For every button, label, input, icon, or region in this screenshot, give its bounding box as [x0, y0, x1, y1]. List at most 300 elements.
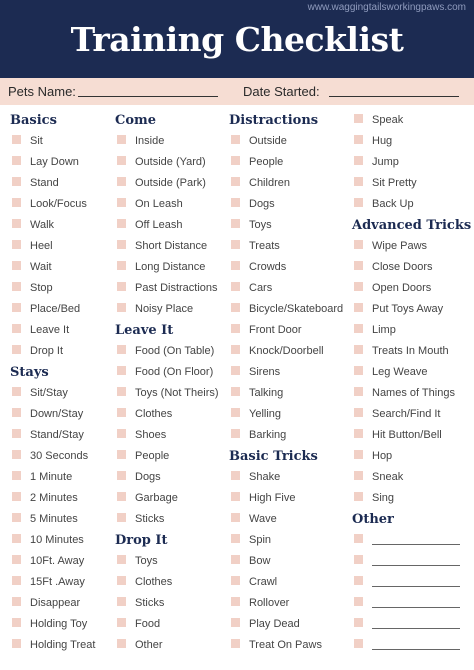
- checkbox-icon[interactable]: [354, 534, 363, 543]
- checkbox-icon[interactable]: [12, 492, 21, 501]
- checkbox-icon[interactable]: [117, 387, 126, 396]
- checklist-item-label: Sit: [30, 135, 43, 147]
- checkbox-icon[interactable]: [354, 429, 363, 438]
- checklist-item-label: Food (On Table): [135, 345, 215, 357]
- checkbox-icon[interactable]: [117, 135, 126, 144]
- checklist-item-label: Bow: [249, 555, 271, 567]
- checkbox-icon[interactable]: [354, 114, 363, 123]
- checklist-item[interactable]: [352, 446, 470, 467]
- section-heading-basics: Basics: [10, 113, 57, 128]
- checklist-item-label: On Leash: [135, 198, 183, 210]
- checkbox-icon[interactable]: [231, 471, 240, 480]
- checkbox-icon[interactable]: [117, 240, 126, 249]
- checklist-item-label: Dogs: [135, 471, 161, 483]
- checkbox-icon[interactable]: [231, 135, 240, 144]
- checklist-item-label: Leave It: [30, 324, 70, 336]
- checklist-item-label: Barking: [249, 429, 287, 441]
- checkbox-icon[interactable]: [117, 156, 126, 165]
- checkbox-icon[interactable]: [117, 450, 126, 459]
- checkbox-icon[interactable]: [12, 345, 21, 354]
- checkbox-icon[interactable]: [354, 303, 363, 312]
- checkbox-icon[interactable]: [231, 324, 240, 333]
- checklist-item[interactable]: [352, 362, 470, 383]
- checkbox-icon[interactable]: [354, 576, 363, 585]
- checklist-item-label: Jump: [372, 156, 399, 168]
- checklist-item-label: Inside: [135, 135, 165, 147]
- checkbox-icon[interactable]: [354, 366, 363, 375]
- checklist-item-label: Spin: [249, 534, 272, 546]
- checklist-item[interactable]: [10, 467, 128, 488]
- checklist-item-label: Names of Things: [372, 387, 455, 399]
- checklist-item-label: 15Ft .Away: [30, 576, 85, 588]
- checkbox-icon[interactable]: [354, 387, 363, 396]
- checkbox-icon[interactable]: [12, 261, 21, 270]
- checkbox-icon[interactable]: [12, 240, 21, 249]
- date-started-field[interactable]: [329, 96, 459, 97]
- section-heading-basic-tricks: Basic Tricks: [229, 449, 318, 464]
- checklist-item-label: Place/Bed: [30, 303, 81, 315]
- checkbox-icon[interactable]: [117, 639, 126, 648]
- checklist-item[interactable]: [115, 173, 233, 194]
- checklist-item-label: Hit Button/Bell: [372, 429, 442, 441]
- checklist-item-label: Sit Pretty: [372, 177, 417, 189]
- header-banner: [0, 0, 474, 78]
- checkbox-icon[interactable]: [354, 261, 363, 270]
- checklist-item[interactable]: [10, 131, 128, 152]
- checklist-item-label: 10Ft. Away: [30, 555, 85, 567]
- checkbox-icon[interactable]: [231, 555, 240, 564]
- checklist-item[interactable]: [115, 299, 233, 320]
- checklist-item[interactable]: [10, 509, 128, 530]
- checklist-item[interactable]: [229, 362, 347, 383]
- checkbox-icon[interactable]: [12, 219, 21, 228]
- checklist-item-label: People: [135, 450, 170, 462]
- pets-name-field[interactable]: [78, 96, 218, 97]
- checklist-item[interactable]: [115, 152, 233, 173]
- checklist-item[interactable]: [229, 551, 347, 572]
- checkbox-icon[interactable]: [117, 282, 126, 291]
- checklist-item[interactable]: [352, 278, 470, 299]
- checklist-item-label: Crowds: [249, 261, 287, 273]
- checkbox-icon[interactable]: [231, 177, 240, 186]
- column-3: [229, 110, 347, 656]
- checklist-item-label: Food: [135, 618, 161, 630]
- checklist-item-label: Hug: [372, 135, 393, 147]
- checklist-item-label: Back Up: [372, 198, 414, 210]
- checkbox-icon[interactable]: [354, 177, 363, 186]
- checklist-item-label: Holding Treat: [30, 639, 96, 651]
- checklist-item[interactable]: [229, 572, 347, 593]
- checklist-item[interactable]: [10, 152, 128, 173]
- checkbox-icon[interactable]: [231, 156, 240, 165]
- checkbox-icon[interactable]: [12, 429, 21, 438]
- checklist-item[interactable]: [229, 425, 347, 446]
- checklist-item-label: Lay Down: [30, 156, 79, 168]
- checklist-item[interactable]: [229, 194, 347, 215]
- checkbox-icon[interactable]: [12, 618, 21, 627]
- checklist-item-label: High Five: [249, 492, 296, 504]
- info-band: [0, 78, 474, 105]
- checklist-item-label: Off Leash: [135, 219, 183, 231]
- checkbox-icon[interactable]: [231, 219, 240, 228]
- checkbox-icon[interactable]: [117, 429, 126, 438]
- website-url: www.waggingtailsworkingpaws.com: [307, 2, 466, 13]
- checkbox-icon[interactable]: [117, 618, 126, 627]
- checklist-item[interactable]: [352, 635, 470, 656]
- checklist-item-label: 30 Seconds: [30, 450, 89, 462]
- checklist-item[interactable]: [229, 404, 347, 425]
- checkbox-icon[interactable]: [117, 198, 126, 207]
- checklist-item[interactable]: [10, 614, 128, 635]
- checklist-item[interactable]: [229, 236, 347, 257]
- checklist-item-label: Yelling: [249, 408, 282, 420]
- checklist-item[interactable]: [10, 593, 128, 614]
- checkbox-icon[interactable]: [12, 450, 21, 459]
- checklist-item[interactable]: [229, 488, 347, 509]
- checkbox-icon[interactable]: [117, 471, 126, 480]
- checkbox-icon[interactable]: [354, 597, 363, 606]
- checklist-item-label: Put Toys Away: [372, 303, 444, 315]
- section-heading-come: Come: [115, 113, 157, 128]
- column-1: [10, 110, 128, 656]
- checklist-item[interactable]: [115, 425, 233, 446]
- checklist-item[interactable]: [10, 194, 128, 215]
- checklist-item[interactable]: [115, 236, 233, 257]
- blank-write-line[interactable]: [372, 607, 460, 608]
- checklist-item-label: Treats: [249, 240, 280, 252]
- checklist-item-label: Garbage: [135, 492, 178, 504]
- checkbox-icon[interactable]: [12, 303, 21, 312]
- checklist-item[interactable]: [352, 131, 470, 152]
- checklist-item[interactable]: [10, 278, 128, 299]
- checklist-item[interactable]: [229, 299, 347, 320]
- checklist-item[interactable]: [229, 341, 347, 362]
- checklist-item-label: Long Distance: [135, 261, 206, 273]
- checkbox-icon[interactable]: [231, 639, 240, 648]
- checklist-item[interactable]: [10, 572, 128, 593]
- checklist-item[interactable]: [115, 362, 233, 383]
- checkbox-icon[interactable]: [231, 366, 240, 375]
- checklist-item[interactable]: [229, 173, 347, 194]
- checkbox-icon[interactable]: [12, 639, 21, 648]
- checkbox-icon[interactable]: [231, 576, 240, 585]
- blank-write-line[interactable]: [372, 544, 460, 545]
- checklist-item[interactable]: [115, 404, 233, 425]
- checklist-item-label: Clothes: [135, 576, 173, 588]
- checklist-item[interactable]: [352, 383, 470, 404]
- checkbox-icon[interactable]: [354, 156, 363, 165]
- checkbox-icon[interactable]: [117, 303, 126, 312]
- checklist-item-label: Sing: [372, 492, 395, 504]
- checklist-item-label: Limp: [372, 324, 396, 336]
- checkbox-icon[interactable]: [231, 303, 240, 312]
- checklist-item-label: Short Distance: [135, 240, 208, 252]
- checklist-item[interactable]: [115, 614, 233, 635]
- blank-write-line[interactable]: [372, 586, 460, 587]
- checklist-item[interactable]: [352, 467, 470, 488]
- checkbox-icon[interactable]: [231, 387, 240, 396]
- checkbox-icon[interactable]: [354, 555, 363, 564]
- checklist-item-label: 1 Minute: [30, 471, 73, 483]
- checklist-item[interactable]: [115, 215, 233, 236]
- checklist-item[interactable]: [352, 236, 470, 257]
- checklist-item[interactable]: [229, 383, 347, 404]
- checkbox-icon[interactable]: [354, 492, 363, 501]
- checklist-item[interactable]: [352, 614, 470, 635]
- checkbox-icon[interactable]: [354, 471, 363, 480]
- checklist-item-label: Sticks: [135, 597, 165, 609]
- checklist-item[interactable]: [10, 635, 128, 656]
- checklist-item-label: Knock/Doorbell: [249, 345, 324, 357]
- checklist-item[interactable]: [229, 467, 347, 488]
- checklist-item[interactable]: [115, 551, 233, 572]
- checklist-item[interactable]: [352, 425, 470, 446]
- checklist-item[interactable]: [352, 110, 470, 131]
- checkbox-icon[interactable]: [117, 219, 126, 228]
- checkbox-icon[interactable]: [12, 513, 21, 522]
- checklist-item[interactable]: [10, 299, 128, 320]
- checkbox-icon[interactable]: [117, 513, 126, 522]
- column-2: [115, 110, 233, 656]
- checklist-item-label: Walk: [30, 219, 55, 231]
- checklist-item-label: Toys (Not Theirs): [135, 387, 219, 399]
- checkbox-icon[interactable]: [354, 240, 363, 249]
- checklist-item[interactable]: [115, 446, 233, 467]
- section-heading-advanced-tricks: Advanced Tricks: [352, 218, 472, 233]
- checklist-item-label: Talking: [249, 387, 284, 399]
- page-title: Training Checklist: [70, 20, 404, 59]
- checkbox-icon[interactable]: [12, 597, 21, 606]
- checklist-item[interactable]: [229, 152, 347, 173]
- checklist-item-label: Wipe Paws: [372, 240, 428, 252]
- checklist-item-label: Past Distractions: [135, 282, 218, 294]
- checklist-item-label: Stand/Stay: [30, 429, 84, 441]
- checklist-item[interactable]: [115, 383, 233, 404]
- pets-name-label: Pets Name:: [8, 84, 76, 99]
- checkbox-icon[interactable]: [231, 408, 240, 417]
- checklist-item-label: Leg Weave: [372, 366, 428, 378]
- checklist-item[interactable]: [352, 593, 470, 614]
- checkbox-icon[interactable]: [231, 345, 240, 354]
- checkbox-icon[interactable]: [12, 471, 21, 480]
- checkbox-icon[interactable]: [12, 135, 21, 144]
- checkbox-icon[interactable]: [12, 576, 21, 585]
- checklist-item-label: Shake: [249, 471, 281, 483]
- checkbox-icon[interactable]: [117, 177, 126, 186]
- checklist-item-label: Play Dead: [249, 618, 300, 630]
- checklist-item[interactable]: [352, 341, 470, 362]
- checklist-item[interactable]: [352, 194, 470, 215]
- checklist-item[interactable]: [229, 278, 347, 299]
- checklist-item-label: Look/Focus: [30, 198, 87, 210]
- checklist-item-label: Toys: [249, 219, 272, 231]
- checklist-item-label: Bicycle/Skateboard: [249, 303, 344, 315]
- checklist-item[interactable]: [352, 257, 470, 278]
- checkbox-icon[interactable]: [231, 513, 240, 522]
- checklist-item[interactable]: [10, 446, 128, 467]
- checklist-item-label: Sirens: [249, 366, 281, 378]
- checkbox-icon[interactable]: [12, 408, 21, 417]
- checklist-item[interactable]: [115, 635, 233, 656]
- blank-write-line[interactable]: [372, 565, 460, 566]
- checklist-item-label: Stand: [30, 177, 59, 189]
- checklist-item-label: People: [249, 156, 284, 168]
- checklist-item-label: Cars: [249, 282, 273, 294]
- blank-write-line[interactable]: [372, 628, 460, 629]
- checklist-item[interactable]: [115, 572, 233, 593]
- checklist-item[interactable]: [10, 236, 128, 257]
- checkbox-icon[interactable]: [354, 639, 363, 648]
- checklist-item[interactable]: [10, 383, 128, 404]
- checklist-item[interactable]: [10, 215, 128, 236]
- section-heading-other: Other: [352, 512, 394, 527]
- checklist-item-label: Hop: [372, 450, 393, 462]
- checkbox-icon[interactable]: [117, 576, 126, 585]
- checkbox-icon[interactable]: [117, 366, 126, 375]
- checklist-item-label: Open Doors: [372, 282, 432, 294]
- checkbox-icon[interactable]: [231, 618, 240, 627]
- checklist-item[interactable]: [10, 257, 128, 278]
- checklist-item-label: Front Door: [249, 324, 302, 336]
- checklist-item[interactable]: [115, 488, 233, 509]
- checkbox-icon[interactable]: [12, 177, 21, 186]
- checkbox-icon[interactable]: [231, 240, 240, 249]
- checkbox-icon[interactable]: [12, 555, 21, 564]
- checkbox-icon[interactable]: [117, 408, 126, 417]
- checkbox-icon[interactable]: [231, 429, 240, 438]
- checklist-item[interactable]: [115, 194, 233, 215]
- checklist-item-label: Close Doors: [372, 261, 433, 273]
- checklist-item[interactable]: [115, 278, 233, 299]
- checklist-item-label: Drop It: [30, 345, 64, 357]
- checklist-item-label: Outside (Yard): [135, 156, 206, 168]
- checklist-item-label: Treats In Mouth: [372, 345, 449, 357]
- checklist-item[interactable]: [229, 257, 347, 278]
- checklist-item-label: Other: [135, 639, 163, 651]
- checklist-item[interactable]: [352, 320, 470, 341]
- checkbox-icon[interactable]: [12, 156, 21, 165]
- checklist-item-label: Food (On Floor): [135, 366, 214, 378]
- checkbox-icon[interactable]: [354, 618, 363, 627]
- checkbox-icon[interactable]: [231, 261, 240, 270]
- blank-write-line[interactable]: [372, 649, 460, 650]
- checklist-item[interactable]: [352, 173, 470, 194]
- checklist-item-label: Holding Toy: [30, 618, 88, 630]
- checklist-item[interactable]: [229, 131, 347, 152]
- checklist-item[interactable]: [229, 614, 347, 635]
- checklist-item-label: 10 Minutes: [30, 534, 84, 546]
- checklist-item[interactable]: [352, 530, 470, 551]
- checklist-item[interactable]: [229, 593, 347, 614]
- checkbox-icon[interactable]: [354, 282, 363, 291]
- checkbox-icon[interactable]: [231, 282, 240, 291]
- checkbox-icon[interactable]: [117, 345, 126, 354]
- checklist-item[interactable]: [10, 173, 128, 194]
- checklist-item-label: Clothes: [135, 408, 173, 420]
- date-started-label: Date Started:: [243, 84, 320, 99]
- column-4: [352, 110, 470, 656]
- checkbox-icon[interactable]: [231, 597, 240, 606]
- checklist-item-label: Wait: [30, 261, 52, 273]
- checkbox-icon[interactable]: [231, 534, 240, 543]
- checklist-item-label: Sneak: [372, 471, 404, 483]
- checklist-item-label: Speak: [372, 114, 404, 126]
- checklist-item-label: Toys: [135, 555, 158, 567]
- checklist-item-label: Search/Find It: [372, 408, 441, 420]
- checklist-item[interactable]: [352, 572, 470, 593]
- checkbox-icon[interactable]: [231, 198, 240, 207]
- checklist-item[interactable]: [10, 425, 128, 446]
- checklist-item-label: 5 Minutes: [30, 513, 78, 525]
- checklist-item-label: Crawl: [249, 576, 278, 588]
- checklist-item[interactable]: [352, 299, 470, 320]
- checklist-item-label: Noisy Place: [135, 303, 194, 315]
- checklist-item-label: Outside: [249, 135, 287, 147]
- checkbox-icon[interactable]: [12, 534, 21, 543]
- section-heading-stays: Stays: [10, 365, 49, 380]
- section-heading-leave-it: Leave It: [115, 323, 174, 338]
- checkbox-icon[interactable]: [117, 261, 126, 270]
- checkbox-icon[interactable]: [117, 555, 126, 564]
- checklist-item[interactable]: [115, 509, 233, 530]
- checklist-item[interactable]: [229, 635, 347, 656]
- checklist-item[interactable]: [229, 215, 347, 236]
- checklist-item-label: Treat On Paws: [249, 639, 322, 651]
- checklist-item[interactable]: [115, 257, 233, 278]
- checkbox-icon[interactable]: [354, 408, 363, 417]
- checklist-item[interactable]: [352, 551, 470, 572]
- checkbox-icon[interactable]: [117, 492, 126, 501]
- checklist-item[interactable]: [115, 131, 233, 152]
- checklist-item[interactable]: [229, 320, 347, 341]
- checkbox-icon[interactable]: [231, 492, 240, 501]
- checklist-item-label: Disappear: [30, 597, 81, 609]
- checkbox-icon[interactable]: [354, 324, 363, 333]
- checkbox-icon[interactable]: [354, 135, 363, 144]
- checklist-item-label: Outside (Park): [135, 177, 206, 189]
- checklist-item[interactable]: [10, 488, 128, 509]
- checklist-item-label: Down/Stay: [30, 408, 84, 420]
- checklist-item[interactable]: [352, 404, 470, 425]
- checkbox-icon[interactable]: [354, 345, 363, 354]
- checklist-item-label: Dogs: [249, 198, 275, 210]
- checklist-item[interactable]: [229, 530, 347, 551]
- checklist-item[interactable]: [10, 530, 128, 551]
- checklist-item[interactable]: [352, 152, 470, 173]
- checklist-item[interactable]: [10, 404, 128, 425]
- checklist-item-label: Sit/Stay: [30, 387, 68, 399]
- checkbox-icon[interactable]: [354, 198, 363, 207]
- checkbox-icon[interactable]: [12, 324, 21, 333]
- checklist-item[interactable]: [10, 320, 128, 341]
- checklist-item[interactable]: [115, 467, 233, 488]
- checkbox-icon[interactable]: [354, 450, 363, 459]
- checklist-item[interactable]: [10, 551, 128, 572]
- checkbox-icon[interactable]: [117, 597, 126, 606]
- checkbox-icon[interactable]: [12, 198, 21, 207]
- checklist-item-label: Stop: [30, 282, 53, 294]
- checklist-item[interactable]: [229, 509, 347, 530]
- checklist-item[interactable]: [352, 488, 470, 509]
- checkbox-icon[interactable]: [12, 387, 21, 396]
- checkbox-icon[interactable]: [12, 282, 21, 291]
- checklist-item-label: Wave: [249, 513, 277, 525]
- checklist-item[interactable]: [115, 593, 233, 614]
- section-heading-distractions: Distractions: [229, 113, 319, 128]
- checklist-item-label: Children: [249, 177, 290, 189]
- checklist-item[interactable]: [115, 341, 233, 362]
- checklist-item[interactable]: [10, 341, 128, 362]
